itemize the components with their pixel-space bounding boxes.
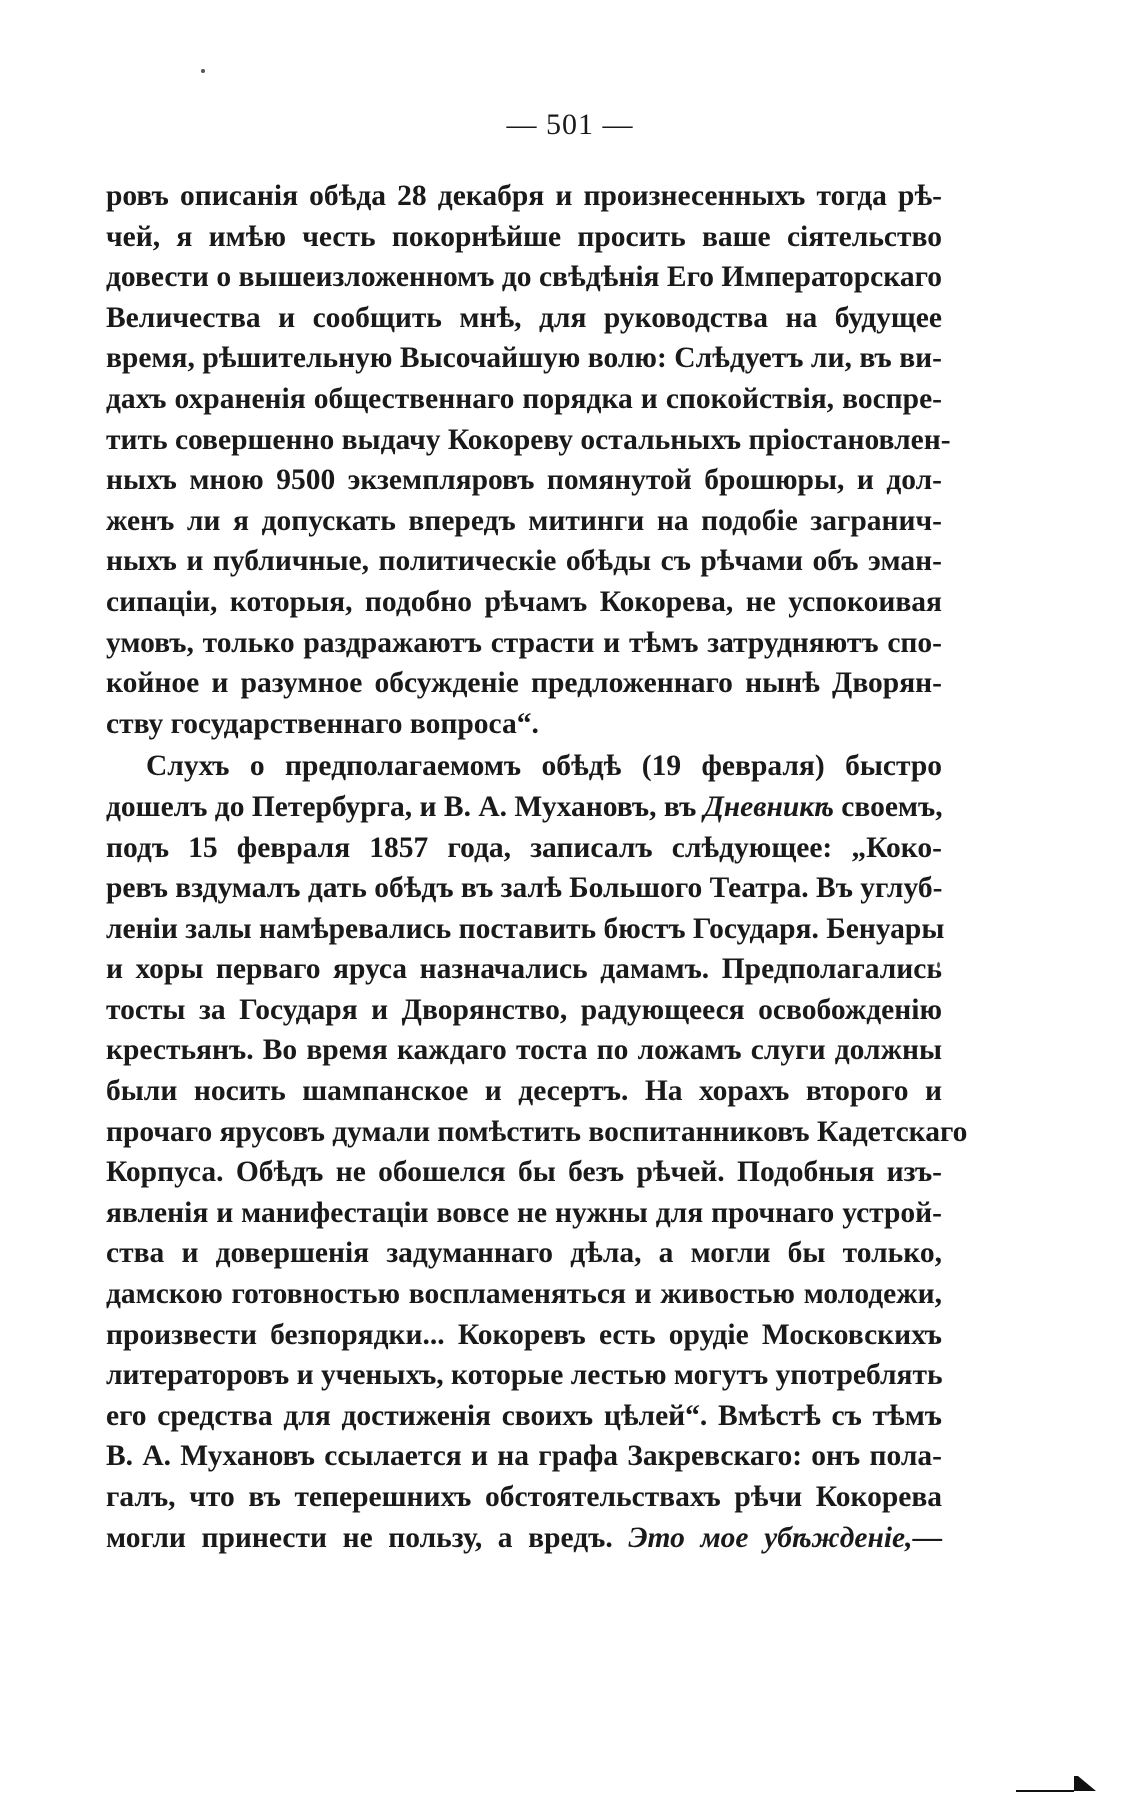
text-line: ныхъ и публичные, политическіе обѣды съ рѣчами объ эман- bbox=[106, 545, 942, 578]
text-line: сипаціи, которыя, подобно рѣчамъ Кокорева, не успокоивая bbox=[106, 585, 942, 618]
text-line: ству государственнаго вопроса“. bbox=[106, 707, 539, 740]
text-line: подъ 15 февраля 1857 года, записалъ слѣдующее: „Коко- bbox=[106, 831, 942, 864]
page-body bbox=[106, 176, 968, 1558]
page-number: — 501 — bbox=[506, 108, 634, 141]
paragraph-2 bbox=[106, 746, 968, 1558]
text-line: галъ, что въ теперешнихъ обстоятельствахъ рѣчи Кокорева bbox=[106, 1481, 942, 1513]
text-line: ныхъ мною 9500 экземпляровъ помянутой брошюры, и дол- bbox=[106, 464, 942, 497]
text-line: ревъ вздумалъ дать обѣдъ въ залѣ Большого Театра. Въ углуб- bbox=[106, 872, 943, 905]
text-line bbox=[106, 1518, 942, 1559]
text-run: дошелъ до Петербурга, и В. А. Мухановъ, въ bbox=[106, 790, 704, 823]
text-line: крестьянъ. Во время каждаго тоста по ложамъ слуги должны bbox=[106, 1034, 942, 1067]
text-line: умовъ, только раздражаютъ страсти и тѣмъ затрудняютъ спо- bbox=[106, 626, 942, 659]
text-line: прочаго ярусовъ думали помѣстить воспитанниковъ Кадетскаго bbox=[106, 1115, 968, 1148]
text-line: Величества и сообщить мнѣ, для руководства на будущее bbox=[106, 301, 942, 334]
text-line: и хоры перваго яруса назначались дамамъ. Предполагались bbox=[106, 953, 942, 986]
text-line: время, рѣшительную Высочайшую волю: Слѣдуетъ ли, въ ви- bbox=[106, 342, 942, 375]
text-line: тосты за Государя и Дворянство, радующееся освобожденію bbox=[106, 993, 942, 1026]
text-line: койное и разумное обсужденіе предложеннаго нынѣ Дворян- bbox=[106, 667, 942, 700]
text-line: произвести безпорядки... Кокоревъ есть орудіе Московскихъ bbox=[106, 1318, 942, 1351]
page-corner-mark-icon bbox=[1016, 1772, 1096, 1794]
text-line: В. А. Мухановъ ссылается и на графа Закревскаго: онъ пола- bbox=[106, 1440, 942, 1473]
text-line: чей, я имѣю честь покорнѣйше просить ваше сіятельство bbox=[106, 220, 942, 253]
paragraph-1 bbox=[106, 176, 951, 744]
text-line: тить совершенно выдачу Кокореву остальныхъ пріостановлен- bbox=[106, 423, 951, 456]
text-line: женъ ли я допускать впередъ митинги на подобіе загранич- bbox=[106, 504, 942, 537]
text-run: — bbox=[912, 1521, 942, 1554]
text-line: были носить шампанское и десертъ. На хорахъ второго и bbox=[106, 1075, 942, 1108]
text-line: литераторовъ и ученыхъ, которые лестью могутъ употреблять bbox=[106, 1359, 943, 1392]
italic-title: Дневникѣ bbox=[703, 790, 834, 823]
text-line: ровъ описанія обѣда 28 декабря и произнесенныхъ тогда рѣ- bbox=[106, 180, 942, 212]
text-line: дахъ охраненія общественнаго порядка и спокойствія, воспре- bbox=[106, 382, 942, 415]
text-line: Корпуса. Обѣдъ не обошелся бы безъ рѣчей. Подобныя изъ- bbox=[106, 1156, 942, 1189]
text-line: леніи залы намѣревались поставить бюстъ Государя. Бенуары bbox=[106, 912, 945, 945]
text-line: дамскою готовностью воспламеняться и живостью молодежи, bbox=[106, 1278, 942, 1311]
text-line: ства и довершенія задуманнаго дѣла, а могли бы только, bbox=[106, 1237, 942, 1270]
text-line: довести о вышеизложенномъ до свѣдѣнія Его Императорскаго bbox=[106, 261, 942, 294]
italic-quote: Это мое убѣжденіе, bbox=[628, 1521, 913, 1554]
text-line bbox=[106, 787, 942, 828]
text-line: Слухъ о предполагаемомъ обѣдѣ (19 февраля) быстро bbox=[146, 750, 942, 783]
text-run: своемъ, bbox=[833, 790, 943, 823]
text-line: его средства для достиженія своихъ цѣлей“. Вмѣстѣ съ тѣмъ bbox=[106, 1399, 942, 1432]
text-run: могли принести не пользу, а вредъ. bbox=[106, 1521, 629, 1554]
text-line: явленія и манифестаціи вовсе не нужны для прочнаго устрой- bbox=[106, 1196, 942, 1229]
scan-speck bbox=[201, 69, 205, 73]
